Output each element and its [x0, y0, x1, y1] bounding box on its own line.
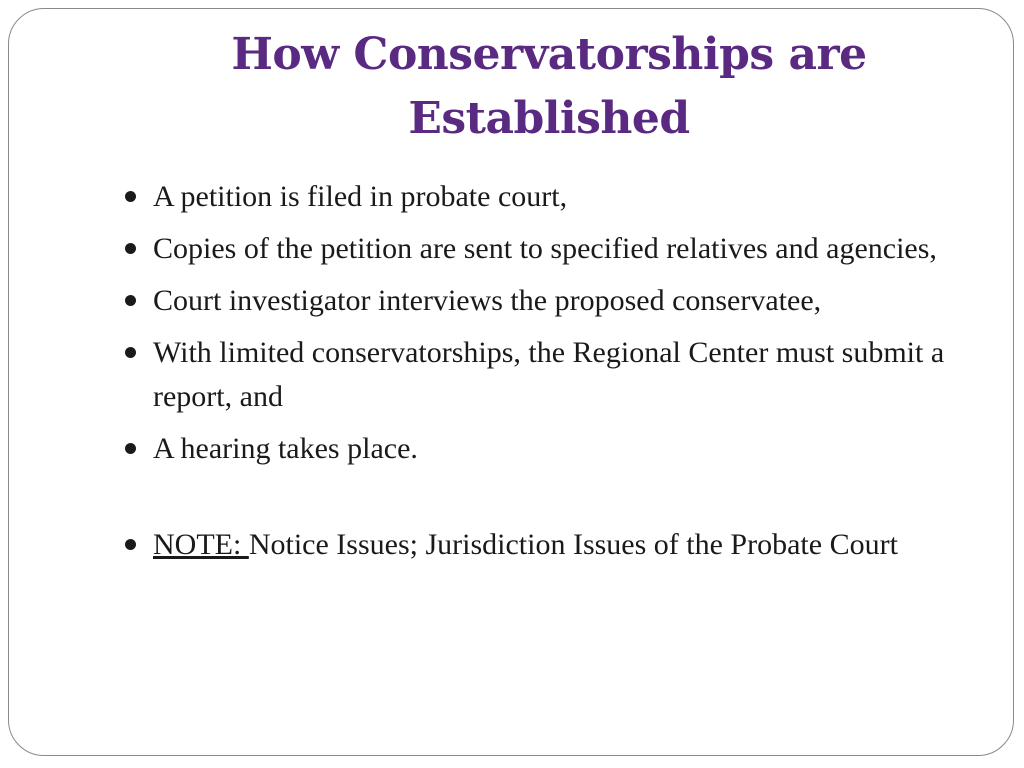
note-label: NOTE: — [153, 528, 249, 561]
bullet-dot-icon — [125, 243, 136, 254]
bullet-item — [121, 175, 951, 219]
bullet-dot-icon — [125, 539, 136, 550]
bullet-text: A petition is filed in probate court, — [153, 180, 568, 213]
bullet-text: Copies of the petition are sent to specified relatives and agencies, — [153, 232, 937, 265]
bullet-list — [121, 175, 951, 575]
note-item — [121, 523, 951, 567]
bullet-item — [121, 279, 951, 323]
slide-title: How Conservatorships are Established — [231, 29, 867, 144]
bullet-dot-icon — [125, 191, 136, 202]
bullet-dot-icon — [125, 347, 136, 358]
bullet-dot-icon — [125, 443, 136, 454]
bullet-item — [121, 331, 951, 419]
bullet-dot-icon — [125, 295, 136, 306]
bullet-text: With limited conservatorships, the Regional Center must submit a report, and — [153, 336, 945, 413]
bullet-item — [121, 427, 951, 471]
bullet-item — [121, 227, 951, 271]
slide-frame — [8, 8, 1014, 756]
bullet-text: A hearing takes place. — [153, 432, 418, 465]
note-text: Notice Issues; Jurisdiction Issues of the Probate Court — [248, 528, 898, 561]
bullet-text: Court investigator interviews the proposed conservatee, — [153, 284, 822, 317]
